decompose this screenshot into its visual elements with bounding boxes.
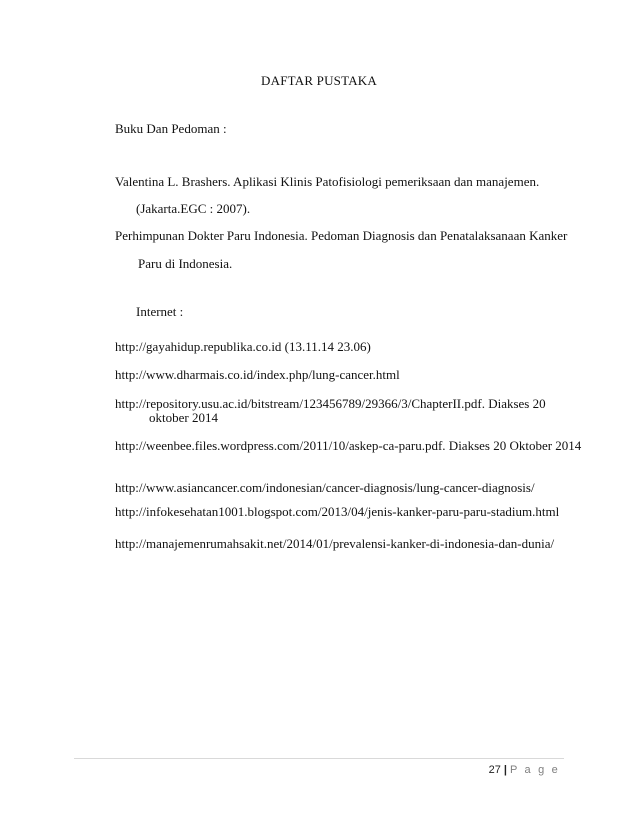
page-title: DAFTAR PUSTAKA — [261, 73, 377, 88]
reference-entry-line: Valentina L. Brashers. Aplikasi Klinis Patofisiologi pemeriksaan dan manajemen. — [115, 174, 540, 189]
page-number: 27 — [488, 764, 501, 776]
reference-url-entry: http://weenbee.files.wordpress.com/2011/10/askep-ca-paru.pdf. Diakses 20 Oktober 2014 — [115, 438, 582, 453]
footer-separator: | — [503, 764, 507, 776]
reference-url-entry: http://repository.usu.ac.id/bitstream/123456789/29366/3/ChapterII.pdf. Diakses 20 — [115, 396, 546, 411]
reference-url-entry: http://manajemenrumahsakit.net/2014/01/prevalensi-kanker-di-indonesia-dan-dunia/ — [115, 536, 555, 551]
page-label: P a g e — [509, 764, 560, 776]
section-heading-books: Buku Dan Pedoman : — [115, 121, 227, 136]
reference-entry-line: Perhimpunan Dokter Paru Indonesia. Pedoman Diagnosis dan Penatalaksanaan Kanker — [115, 228, 568, 243]
section-heading-internet: Internet : — [136, 304, 184, 319]
reference-url-entry: http://www.asiancancer.com/indonesian/cancer-diagnosis/lung-cancer-diagnosis/ — [115, 480, 535, 495]
reference-entry-continuation: oktober 2014 — [149, 410, 218, 425]
footer-divider — [74, 758, 564, 759]
reference-url-entry: http://infokesehatan1001.blogspot.com/2013/04/jenis-kanker-paru-paru-stadium.html — [115, 504, 560, 519]
reference-url-entry: http://www.dharmais.co.id/index.php/lung-cancer.html — [115, 367, 400, 382]
page-footer — [489, 763, 560, 777]
reference-entry-continuation: (Jakarta.EGC : 2007). — [136, 201, 251, 216]
reference-entry-continuation: Paru di Indonesia. — [138, 256, 233, 271]
reference-url-entry: http://gayahidup.republika.co.id (13.11.14 23.06) — [115, 339, 371, 354]
